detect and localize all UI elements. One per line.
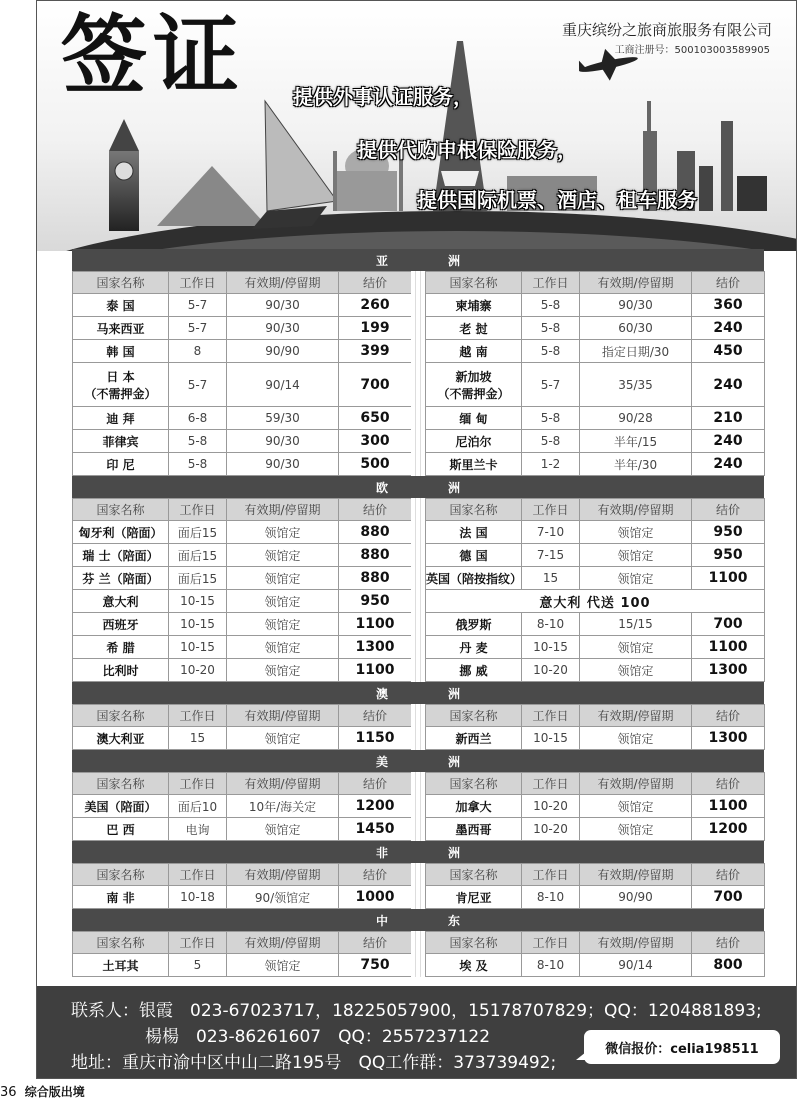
price-cell: 1150 xyxy=(339,727,412,750)
column-gap xyxy=(411,772,425,841)
workdays-cell: 7-15 xyxy=(522,544,580,567)
price-cell: 500 xyxy=(339,453,412,476)
column-header: 有效期/停留期 xyxy=(227,932,339,954)
price-cell: 880 xyxy=(339,544,412,567)
column-gap xyxy=(411,498,425,682)
workdays-cell: 10-15 xyxy=(169,636,227,659)
validity-cell: 15/15 xyxy=(580,613,692,636)
workdays-cell: 面后15 xyxy=(169,567,227,590)
country-cell: 法 国 xyxy=(426,521,522,544)
table-row xyxy=(73,544,412,567)
region-grid-africa xyxy=(72,863,764,909)
validity-cell: 领馆定 xyxy=(580,636,692,659)
workdays-cell: 10-20 xyxy=(522,818,580,841)
column-header: 国家名称 xyxy=(426,773,522,795)
validity-cell: 领馆定 xyxy=(580,567,692,590)
table-row xyxy=(73,818,412,841)
workdays-cell: 10-18 xyxy=(169,886,227,909)
column-header: 有效期/停留期 xyxy=(580,773,692,795)
region-grid-europe xyxy=(72,498,764,682)
column-header: 有效期/停留期 xyxy=(227,705,339,727)
column-header: 有效期/停留期 xyxy=(227,864,339,886)
validity-cell: 领馆定 xyxy=(580,818,692,841)
column-header: 有效期/停留期 xyxy=(227,773,339,795)
validity-cell: 领馆定 xyxy=(227,636,339,659)
workdays-cell: 5-7 xyxy=(522,363,580,407)
column-header: 国家名称 xyxy=(73,499,169,521)
oceania-right-table xyxy=(425,704,765,750)
validity-cell: 领馆定 xyxy=(580,521,692,544)
workdays-cell: 5-8 xyxy=(522,407,580,430)
validity-cell: 90/领馆定 xyxy=(227,886,339,909)
column-header: 工作日 xyxy=(169,773,227,795)
workdays-cell: 10-20 xyxy=(169,659,227,682)
workdays-cell: 10-15 xyxy=(169,590,227,613)
validity-cell: 领馆定 xyxy=(227,590,339,613)
price-cell: 260 xyxy=(339,294,412,317)
price-cell: 1100 xyxy=(692,636,765,659)
validity-cell: 领馆定 xyxy=(580,727,692,750)
validity-cell: 90/30 xyxy=(227,294,339,317)
country-cell: 日 本 （不需押金） xyxy=(73,363,169,407)
table-row xyxy=(73,613,412,636)
column-header: 结价 xyxy=(692,773,765,795)
country-cell: 柬埔寨 xyxy=(426,294,522,317)
column-header: 结价 xyxy=(692,272,765,294)
column-header: 有效期/停留期 xyxy=(580,272,692,294)
country-cell: 加拿大 xyxy=(426,795,522,818)
country-cell: 肯尼亚 xyxy=(426,886,522,909)
table-row xyxy=(73,636,412,659)
column-header: 国家名称 xyxy=(73,932,169,954)
workdays-cell: 10-15 xyxy=(169,613,227,636)
column-header: 工作日 xyxy=(522,705,580,727)
table-row xyxy=(73,659,412,682)
validity-cell: 领馆定 xyxy=(227,567,339,590)
country-cell: 挪 威 xyxy=(426,659,522,682)
column-header: 国家名称 xyxy=(73,272,169,294)
region-band-mideast: 中东 xyxy=(72,909,764,931)
column-gap xyxy=(411,704,425,750)
table-row xyxy=(73,407,412,430)
price-cell: 360 xyxy=(692,294,765,317)
workdays-cell: 面后15 xyxy=(169,521,227,544)
validity-cell: 领馆定 xyxy=(227,818,339,841)
column-header: 结价 xyxy=(692,932,765,954)
region-band-america: 美洲 xyxy=(72,750,764,772)
table-row xyxy=(426,659,765,682)
speech-bubble-tail xyxy=(576,1052,586,1060)
column-header: 结价 xyxy=(339,932,412,954)
region-grid-america xyxy=(72,772,764,841)
region-grid-asia xyxy=(72,271,764,476)
workdays-cell: 10-15 xyxy=(522,727,580,750)
table-row xyxy=(426,636,765,659)
region-band-asia: 亚洲 xyxy=(72,249,764,271)
price-cell: 1300 xyxy=(339,636,412,659)
company-name: 重庆缤纷之旅商旅服务有限公司 xyxy=(561,21,772,39)
column-header: 国家名称 xyxy=(73,773,169,795)
country-cell: 老 挝 xyxy=(426,317,522,340)
oceania-left-table xyxy=(72,704,412,750)
table-row xyxy=(426,590,765,613)
column-header: 工作日 xyxy=(169,272,227,294)
column-header: 工作日 xyxy=(169,705,227,727)
column-header: 国家名称 xyxy=(426,705,522,727)
validity-cell: 指定日期/30 xyxy=(580,340,692,363)
column-header: 结价 xyxy=(692,705,765,727)
table-row xyxy=(426,407,765,430)
america-right-table xyxy=(425,772,765,841)
price-cell: 950 xyxy=(339,590,412,613)
validity-cell: 90/30 xyxy=(227,430,339,453)
validity-cell: 半年/15 xyxy=(580,430,692,453)
country-cell: 印 尼 xyxy=(73,453,169,476)
workdays-cell: 电询 xyxy=(169,818,227,841)
price-cell: 800 xyxy=(692,954,765,977)
country-cell: 丹 麦 xyxy=(426,636,522,659)
workdays-cell: 8-10 xyxy=(522,954,580,977)
price-cell: 240 xyxy=(692,317,765,340)
slogan-1: 提供外事认证服务， xyxy=(293,85,473,109)
left-half xyxy=(72,271,411,476)
column-header: 工作日 xyxy=(522,272,580,294)
table-row xyxy=(426,317,765,340)
price-cell: 240 xyxy=(692,453,765,476)
column-header: 结价 xyxy=(692,499,765,521)
country-cell: 尼泊尔 xyxy=(426,430,522,453)
workdays-cell: 5-8 xyxy=(169,453,227,476)
right-half xyxy=(425,271,764,476)
column-header: 工作日 xyxy=(169,864,227,886)
price-cell: 650 xyxy=(339,407,412,430)
validity-cell: 60/30 xyxy=(580,317,692,340)
table-row xyxy=(73,567,412,590)
workdays-cell: 面后15 xyxy=(169,544,227,567)
validity-cell: 领馆定 xyxy=(227,613,339,636)
column-header: 工作日 xyxy=(522,773,580,795)
country-cell: 巴 西 xyxy=(73,818,169,841)
right-half xyxy=(425,863,764,909)
validity-cell: 35/35 xyxy=(580,363,692,407)
column-header: 国家名称 xyxy=(426,932,522,954)
wechat-label: 微信报价：celia198511 xyxy=(605,1041,759,1057)
country-cell: 韩 国 xyxy=(73,340,169,363)
price-cell: 1100 xyxy=(692,795,765,818)
region-band-europe: 欧洲 xyxy=(72,476,764,498)
country-cell: 土耳其 xyxy=(73,954,169,977)
left-half xyxy=(72,863,411,909)
workdays-cell: 5-8 xyxy=(522,430,580,453)
validity-cell: 领馆定 xyxy=(227,727,339,750)
price-cell: 750 xyxy=(339,954,412,977)
region-grid-oceania xyxy=(72,704,764,750)
mideast-right-table xyxy=(425,931,765,977)
country-cell: 泰 国 xyxy=(73,294,169,317)
table-row xyxy=(426,886,765,909)
workdays-cell: 1-2 xyxy=(522,453,580,476)
price-cell: 1200 xyxy=(692,818,765,841)
table-row xyxy=(426,521,765,544)
africa-left-table xyxy=(72,863,412,909)
right-half xyxy=(425,498,764,682)
validity-cell: 半年/30 xyxy=(580,453,692,476)
workdays-cell: 5-7 xyxy=(169,294,227,317)
workdays-cell: 8-10 xyxy=(522,613,580,636)
workdays-cell: 10-20 xyxy=(522,659,580,682)
price-cell: 1450 xyxy=(339,818,412,841)
table-row xyxy=(73,954,412,977)
validity-cell: 90/30 xyxy=(227,453,339,476)
asia-left-table xyxy=(72,271,412,476)
validity-cell: 90/30 xyxy=(580,294,692,317)
table-row xyxy=(426,567,765,590)
table-row xyxy=(426,795,765,818)
column-header: 国家名称 xyxy=(426,864,522,886)
price-cell: 700 xyxy=(692,613,765,636)
left-half xyxy=(72,931,411,977)
price-cell: 950 xyxy=(692,521,765,544)
price-cell: 880 xyxy=(339,567,412,590)
column-header: 工作日 xyxy=(522,864,580,886)
price-cell: 240 xyxy=(692,363,765,407)
asia-right-table xyxy=(425,271,765,476)
validity-cell: 90/28 xyxy=(580,407,692,430)
table-row xyxy=(73,430,412,453)
country-cell: 菲律宾 xyxy=(73,430,169,453)
price-cell: 1100 xyxy=(692,567,765,590)
column-header: 结价 xyxy=(339,272,412,294)
price-cell: 210 xyxy=(692,407,765,430)
registration-number: 工商注册号：500103003589905 xyxy=(614,45,770,56)
validity-cell: 90/90 xyxy=(580,886,692,909)
price-cell: 700 xyxy=(339,363,412,407)
left-half xyxy=(72,772,411,841)
country-cell: 迪 拜 xyxy=(73,407,169,430)
right-half xyxy=(425,704,764,750)
country-cell: 斯里兰卡 xyxy=(426,453,522,476)
country-cell: 墨西哥 xyxy=(426,818,522,841)
country-cell: 马来西亚 xyxy=(73,317,169,340)
validity-cell: 59/30 xyxy=(227,407,339,430)
workdays-cell: 5-8 xyxy=(169,430,227,453)
column-header: 有效期/停留期 xyxy=(580,499,692,521)
mideast-left-table xyxy=(72,931,412,977)
contact-line-1: 联系人：银霞 023-67023717，18225057900，15178707829；QQ：1204881893; xyxy=(71,1001,762,1021)
country-cell: 英国（陪按指纹） xyxy=(426,567,522,590)
workdays-cell: 5-7 xyxy=(169,363,227,407)
column-header: 工作日 xyxy=(522,499,580,521)
workdays-cell: 8-10 xyxy=(522,886,580,909)
address-line: 地址：重庆市渝中区中山二路195号 QQ工作群：373739492; xyxy=(71,1053,557,1073)
price-cell: 1100 xyxy=(339,613,412,636)
visa-price-tables xyxy=(72,249,764,977)
column-header: 结价 xyxy=(339,705,412,727)
validity-cell: 领馆定 xyxy=(227,954,339,977)
column-header: 有效期/停留期 xyxy=(227,272,339,294)
table-row xyxy=(426,430,765,453)
table-row xyxy=(426,363,765,407)
validity-cell: 90/14 xyxy=(580,954,692,977)
price-cell: 950 xyxy=(692,544,765,567)
price-cell: 700 xyxy=(692,886,765,909)
wechat-badge xyxy=(584,1030,780,1064)
region-grid-mideast xyxy=(72,931,764,977)
column-header: 结价 xyxy=(339,499,412,521)
page-title: 签证 xyxy=(61,5,245,106)
country-cell: 瑞 士（陪面） xyxy=(73,544,169,567)
table-row xyxy=(426,818,765,841)
workdays-cell: 7-10 xyxy=(522,521,580,544)
section-label: 综合版出境 xyxy=(24,1085,85,1099)
column-header: 有效期/停留期 xyxy=(580,705,692,727)
country-cell: 西班牙 xyxy=(73,613,169,636)
hero-banner xyxy=(37,1,796,251)
workdays-cell: 15 xyxy=(522,567,580,590)
country-cell: 比利时 xyxy=(73,659,169,682)
column-header: 工作日 xyxy=(169,932,227,954)
table-row xyxy=(73,590,412,613)
column-header: 结价 xyxy=(339,864,412,886)
price-cell: 1300 xyxy=(692,659,765,682)
table-row xyxy=(426,954,765,977)
workdays-cell: 10-15 xyxy=(522,636,580,659)
table-row xyxy=(426,544,765,567)
validity-cell: 90/14 xyxy=(227,363,339,407)
price-cell: 880 xyxy=(339,521,412,544)
workdays-cell: 6-8 xyxy=(169,407,227,430)
country-cell: 南 非 xyxy=(73,886,169,909)
price-cell: 1200 xyxy=(339,795,412,818)
validity-cell: 领馆定 xyxy=(580,659,692,682)
table-row xyxy=(73,317,412,340)
workdays-cell: 8 xyxy=(169,340,227,363)
price-cell: 399 xyxy=(339,340,412,363)
country-cell: 俄罗斯 xyxy=(426,613,522,636)
workdays-cell: 5-7 xyxy=(169,317,227,340)
column-header: 有效期/停留期 xyxy=(227,499,339,521)
validity-cell: 领馆定 xyxy=(580,795,692,818)
price-cell: 1300 xyxy=(692,727,765,750)
table-row xyxy=(73,795,412,818)
column-header: 国家名称 xyxy=(426,499,522,521)
table-row xyxy=(426,294,765,317)
table-row xyxy=(73,521,412,544)
country-cell: 希 腊 xyxy=(73,636,169,659)
country-cell: 澳大利亚 xyxy=(73,727,169,750)
left-half xyxy=(72,704,411,750)
column-header: 结价 xyxy=(339,773,412,795)
country-cell: 美国（陪面） xyxy=(73,795,169,818)
workdays-cell: 5-8 xyxy=(522,294,580,317)
america-left-table xyxy=(72,772,412,841)
validity-cell: 90/90 xyxy=(227,340,339,363)
validity-cell: 领馆定 xyxy=(227,544,339,567)
workdays-cell: 5-8 xyxy=(522,317,580,340)
validity-cell: 领馆定 xyxy=(580,544,692,567)
validity-cell: 领馆定 xyxy=(227,521,339,544)
price-cell: 300 xyxy=(339,430,412,453)
left-half xyxy=(72,498,411,682)
country-cell: 德 国 xyxy=(426,544,522,567)
country-cell: 越 南 xyxy=(426,340,522,363)
table-row xyxy=(73,363,412,407)
column-header: 结价 xyxy=(692,864,765,886)
column-header: 国家名称 xyxy=(73,705,169,727)
contact-line-2: 楊楊 023-86261607 QQ：2557237122 xyxy=(145,1027,491,1047)
country-cell: 匈牙利（陪面） xyxy=(73,521,169,544)
page-footer xyxy=(0,1083,85,1100)
table-row xyxy=(73,340,412,363)
workdays-cell: 5-8 xyxy=(522,340,580,363)
country-cell: 缅 甸 xyxy=(426,407,522,430)
column-header: 工作日 xyxy=(522,932,580,954)
column-gap xyxy=(411,271,425,476)
validity-cell: 90/30 xyxy=(227,317,339,340)
workdays-cell: 面后10 xyxy=(169,795,227,818)
country-cell: 芬 兰（陪面） xyxy=(73,567,169,590)
validity-cell: 10年/海关定 xyxy=(227,795,339,818)
contact-panel xyxy=(37,986,796,1078)
country-cell: 新加坡 （不需押金） xyxy=(426,363,522,407)
price-cell: 1100 xyxy=(339,659,412,682)
table-row xyxy=(73,727,412,750)
country-cell: 埃 及 xyxy=(426,954,522,977)
column-header: 国家名称 xyxy=(426,272,522,294)
column-gap xyxy=(411,931,425,977)
price-cell: 199 xyxy=(339,317,412,340)
column-header: 国家名称 xyxy=(73,864,169,886)
price-cell: 240 xyxy=(692,430,765,453)
table-row xyxy=(426,613,765,636)
country-cell: 新西兰 xyxy=(426,727,522,750)
column-gap xyxy=(411,863,425,909)
table-row xyxy=(73,453,412,476)
visa-flyer xyxy=(36,0,797,1079)
workdays-cell: 5 xyxy=(169,954,227,977)
right-half xyxy=(425,931,764,977)
column-header: 工作日 xyxy=(169,499,227,521)
column-header: 有效期/停留期 xyxy=(580,932,692,954)
africa-right-table xyxy=(425,863,765,909)
column-header: 有效期/停留期 xyxy=(580,864,692,886)
page-number: 36 xyxy=(0,1085,17,1100)
table-row xyxy=(426,727,765,750)
validity-cell: 领馆定 xyxy=(227,659,339,682)
price-cell: 1000 xyxy=(339,886,412,909)
slogan-3: 提供国际机票、酒店、租车服务 xyxy=(417,188,697,212)
region-band-africa: 非洲 xyxy=(72,841,764,863)
table-row xyxy=(73,294,412,317)
table-row xyxy=(73,886,412,909)
europe-left-table xyxy=(72,498,412,682)
price-cell: 450 xyxy=(692,340,765,363)
region-band-oceania: 澳洲 xyxy=(72,682,764,704)
country-cell: 意大利 xyxy=(73,590,169,613)
table-row xyxy=(426,340,765,363)
europe-right-table xyxy=(425,498,765,682)
right-half xyxy=(425,772,764,841)
workdays-cell: 10-20 xyxy=(522,795,580,818)
note-cell: 意大利 代送 100 xyxy=(426,590,765,613)
workdays-cell: 15 xyxy=(169,727,227,750)
slogan-2: 提供代购申根保险服务， xyxy=(357,138,577,162)
table-row xyxy=(426,453,765,476)
